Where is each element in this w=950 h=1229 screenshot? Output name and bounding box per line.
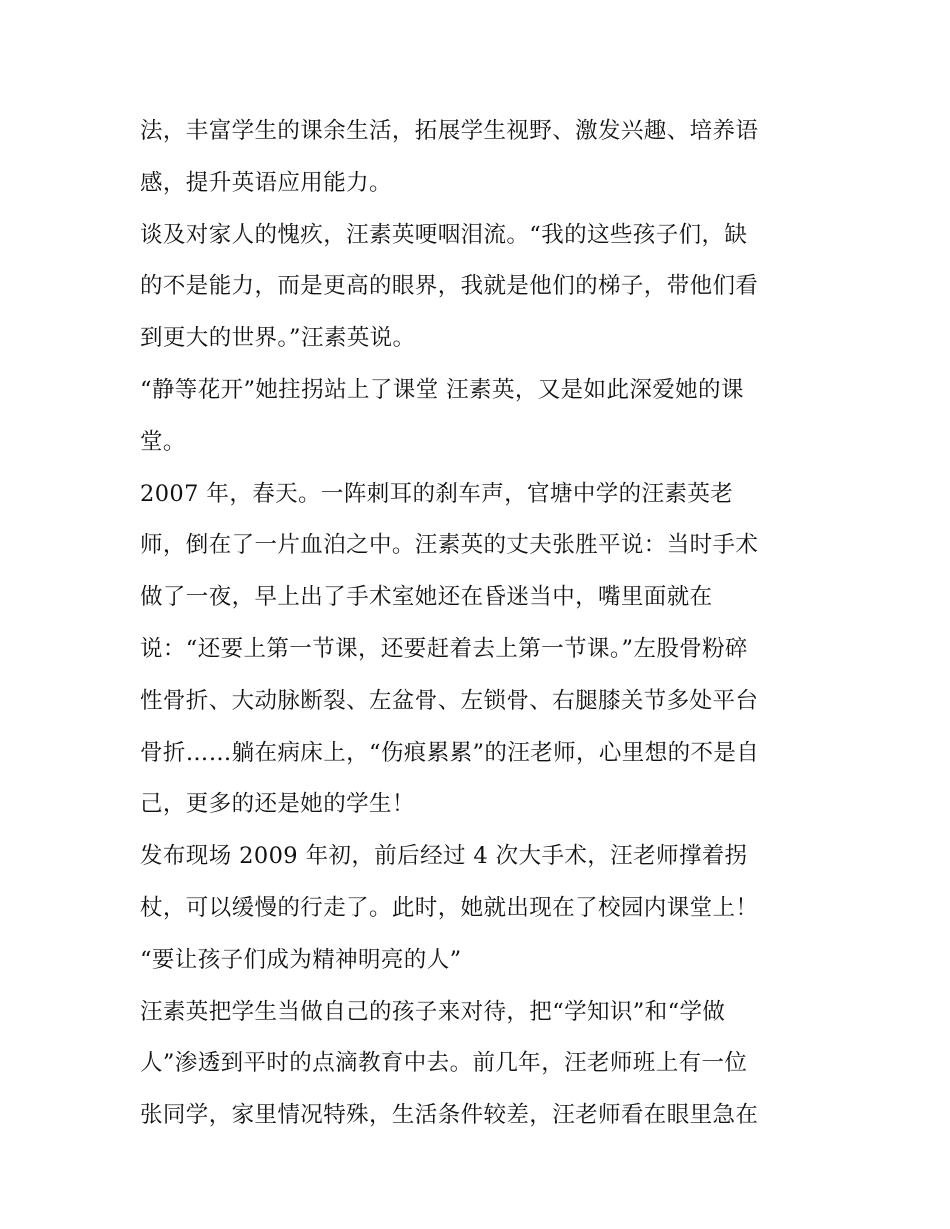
text-line-15: 发布现场 2009 年初，前后经过 4 次大手术，汪老师撑着拐: [140, 843, 748, 870]
text-line-11: 说：“还要上第一节课，还要赶着去上第一节课。”左股骨粉碎: [140, 635, 748, 662]
text-line-14: 己，更多的还是她的学生！: [140, 791, 415, 818]
section-heading-line-2: “要让孩子们成为精神明亮的人”: [140, 946, 462, 973]
article-body: [140, 106, 830, 1142]
text-line-4: 的不是能力，而是更高的眼界，我就是他们的梯子，带他们看: [140, 273, 759, 300]
text-line-10: 做了一夜，早上出了手术室她还在昏迷当中，嘴里面就在: [140, 584, 713, 611]
text-line-16: 杖，可以缓慢的行走了。此时，她就出现在了校园内课堂上！: [140, 894, 759, 921]
text-line-7: 堂。: [140, 428, 186, 455]
text-line-9: 师，倒在了一片血泊之中。汪素英的丈夫张胜平说：当时手术: [140, 532, 759, 559]
text-line-1: 法，丰富学生的课余生活，拓展学生视野、激发兴趣、培养语: [140, 118, 759, 144]
text-line-12: 性骨折、大动脉断裂、左盆骨、左锁骨、右腿膝关节多处平台: [140, 687, 759, 714]
text-line-19: 人”渗透到平时的点滴教育中去。前几年，汪老师班上有一位: [140, 1050, 748, 1077]
text-line-18: 汪素英把学生当做自己的孩子来对待，把“学知识”和“学做: [140, 998, 726, 1025]
text-line-2: 感，提升英语应用能力。: [140, 169, 392, 196]
section-heading-line: “静等花开”她拄拐站上了课堂 汪素英，又是如此深爱她的课: [140, 376, 744, 403]
text-line-20: 张同学，家里情况特殊，生活条件较差，汪老师看在眼里急在: [140, 1102, 759, 1129]
text-line-5: 到更大的世界。”汪素英说。: [140, 325, 416, 352]
text-line-13: 骨折……躺在病床上，“伤痕累累”的汪老师，心里想的不是自: [140, 739, 760, 766]
text-line-3: 谈及对家人的愧疚，汪素英哽咽泪流。“我的这些孩子们，缺: [140, 221, 748, 248]
text-line-8: 2007 年，春天。一阵刺耳的刹车声，官塘中学的汪素英老: [140, 480, 734, 507]
